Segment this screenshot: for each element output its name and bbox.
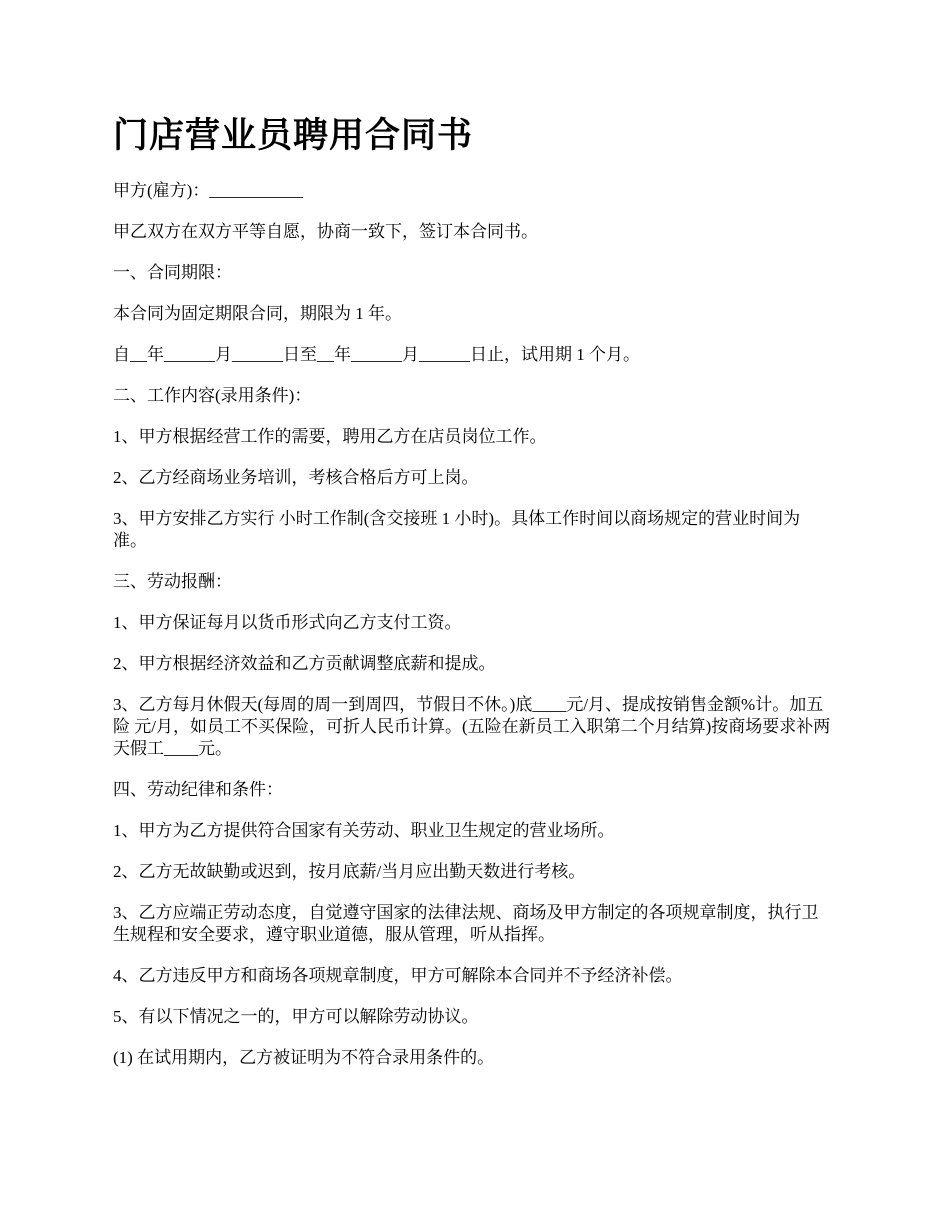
discipline-item-2: 2、乙方无故缺勤或迟到，按月底薪/当月应出勤天数进行考核。	[113, 862, 586, 881]
section-heading-discipline: 四、劳动纪律和条件：	[113, 780, 283, 799]
pay-item-3: 3、乙方每月休假天(每周的周一到周四，节假日不休。)底____元/月、提成按销售金额%计。加五险 元/月，如员工不买保险，可折人民币计算。(五险在新员工入职第二个月结算)按商场要求补两天假工____元。	[113, 695, 831, 758]
intro-paragraph: 甲乙双方在双方平等自愿，协商一致下，签订本合同书。	[113, 222, 538, 241]
party-a-line: 甲方(雇方)：___________	[113, 181, 303, 200]
document-body	[113, 180, 833, 1088]
discipline-item-3: 3、乙方应端正劳动态度，自觉遵守国家的法律法规、商场及甲方制定的各项规章制度，执行卫生规程和安全要求，遵守职业道德，服从管理，听从指挥。	[113, 903, 819, 944]
work-item-2: 2、乙方经商场业务培训，考核合格后方可上岗。	[113, 468, 479, 487]
work-item-1: 1、甲方根据经营工作的需要，聘用乙方在店员岗位工作。	[113, 427, 547, 446]
termination-condition-1: (1) 在试用期内，乙方被证明为不符合录用条件的。	[113, 1048, 495, 1067]
discipline-item-5: 5、有以下情况之一的，甲方可以解除劳动协议。	[113, 1007, 479, 1026]
pay-item-2: 2、甲方根据经济效益和乙方贡献调整底薪和提成。	[113, 654, 496, 673]
discipline-item-4: 4、乙方违反甲方和商场各项规章制度，甲方可解除本合同并不予经济补偿。	[113, 966, 683, 985]
pay-item-1: 1、甲方保证每月以货币形式向乙方支付工资。	[113, 613, 462, 632]
section-heading-term: 一、合同期限：	[113, 263, 232, 282]
term-dates-paragraph: 自__年______月______日至__年______月______日止，试用期 1 个月。	[113, 345, 640, 364]
section-heading-work: 二、工作内容(录用条件)：	[113, 386, 312, 405]
document-title: 门店营业员聘用合同书	[113, 116, 474, 155]
section-heading-pay: 三、劳动报酬：	[113, 572, 232, 591]
work-item-3: 3、甲方安排乙方实行 小时工作制(含交接班 1 小时)。具体工作时间以商场规定的营业时间为准。	[113, 509, 801, 550]
discipline-item-1: 1、甲方为乙方提供符合国家有关劳动、职业卫生规定的营业场所。	[113, 821, 615, 840]
term-paragraph: 本合同为固定期限合同，期限为 1 年。	[113, 304, 402, 323]
